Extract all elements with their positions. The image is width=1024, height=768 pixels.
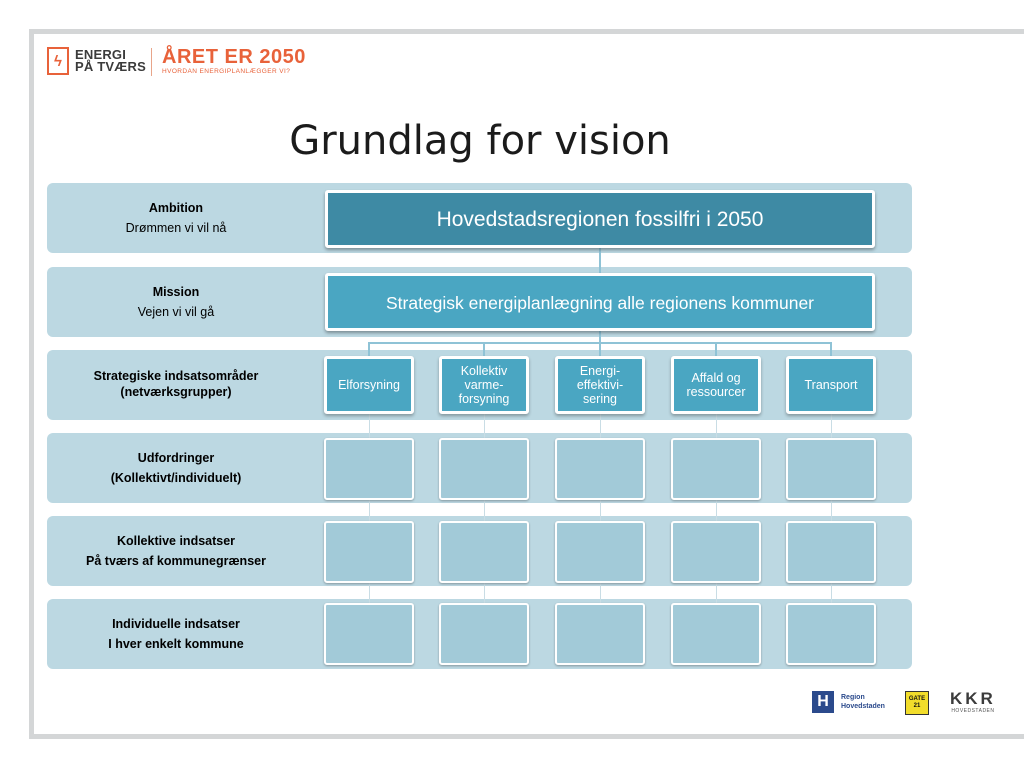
area-box-transport — [786, 356, 876, 414]
row-label-title: Udfordringer — [137, 451, 215, 465]
gate21-logo — [905, 691, 929, 715]
page-title: Grundlag for vision — [289, 118, 671, 164]
empty-cell — [555, 521, 645, 583]
region-name-line2: Hovedstaden — [841, 703, 885, 710]
area-box-affald-og-ressourcer — [671, 356, 761, 414]
empty-cell — [786, 521, 876, 583]
kkr-subtitle: HOVEDSTADEN — [951, 708, 995, 714]
row-label-subtitle: (Kollektivt/individuelt) — [110, 471, 242, 485]
area-box-label: Affald og ressourcer — [686, 371, 746, 399]
row-label-subtitle: I hver enkelt kommune — [108, 637, 244, 651]
row-label-subtitle: På tværs af kommunegrænser — [86, 554, 266, 568]
kkr-hovedstaden-logo — [950, 690, 996, 714]
gate-line2: 21 — [913, 703, 921, 709]
row-label-subtitle: Vejen vi vil gå — [137, 305, 215, 319]
area-box-label: Transport — [804, 378, 858, 392]
row-label-title: Individuelle indsatser — [112, 617, 240, 631]
region-h-icon: H — [812, 691, 834, 713]
empty-cell — [439, 603, 529, 665]
area-box-label: Kollektiv varme-forsyning — [458, 364, 510, 406]
area-box-label: Energi-effektivi-sering — [576, 364, 624, 406]
row-label-title: Strategiske indsatsområder — [93, 369, 259, 383]
area-box-label: Elforsyning — [338, 378, 400, 392]
empty-cell — [786, 438, 876, 500]
kkr-title: KKR — [950, 689, 996, 708]
empty-cell — [324, 603, 414, 665]
area-box-elforsyning — [324, 356, 414, 414]
gate-line1: GATE — [908, 696, 926, 702]
empty-cell — [671, 603, 761, 665]
energi-paa-tvaers-logo — [47, 47, 146, 75]
row-label-subtitle: (netværksgrupper) — [120, 385, 232, 399]
logo-aaret-title: ÅRET ER 2050 — [162, 46, 306, 68]
lightning-bolt-icon: ϟ — [47, 47, 69, 75]
empty-cell — [671, 438, 761, 500]
empty-cell — [671, 521, 761, 583]
logo-energi-line2: PÅ TVÆRS — [75, 59, 146, 74]
region-hovedstaden-logo — [812, 691, 885, 713]
row-label-title: Ambition — [148, 201, 204, 215]
empty-cell — [324, 438, 414, 500]
row-label-subtitle: Drømmen vi vil nå — [125, 221, 227, 235]
empty-cell — [439, 521, 529, 583]
row-label-title: Mission — [152, 285, 200, 299]
logo-energi-line1: ENERGI — [75, 47, 127, 62]
empty-cell — [786, 603, 876, 665]
aaret-er-2050-logo — [162, 47, 306, 75]
empty-cell — [439, 438, 529, 500]
area-box-kollektiv-varmeforsyning — [439, 356, 529, 414]
row-label-title: Kollektive indsatser — [116, 534, 236, 548]
empty-cell — [555, 438, 645, 500]
connector-vision-mission — [599, 248, 601, 273]
logo-aaret-subtitle: HVORDAN ENERGIPLANLÆGGER VI? — [162, 68, 291, 75]
area-box-energieffektivisering — [555, 356, 645, 414]
vision-box: Hovedstadsregionen fossilfri i 2050 — [325, 190, 875, 248]
region-name-line1: Region — [841, 694, 865, 701]
empty-cell — [324, 521, 414, 583]
mission-box: Strategisk energiplanlægning alle regionens kommuner — [325, 273, 875, 331]
empty-cell — [555, 603, 645, 665]
logo-divider — [151, 48, 152, 76]
